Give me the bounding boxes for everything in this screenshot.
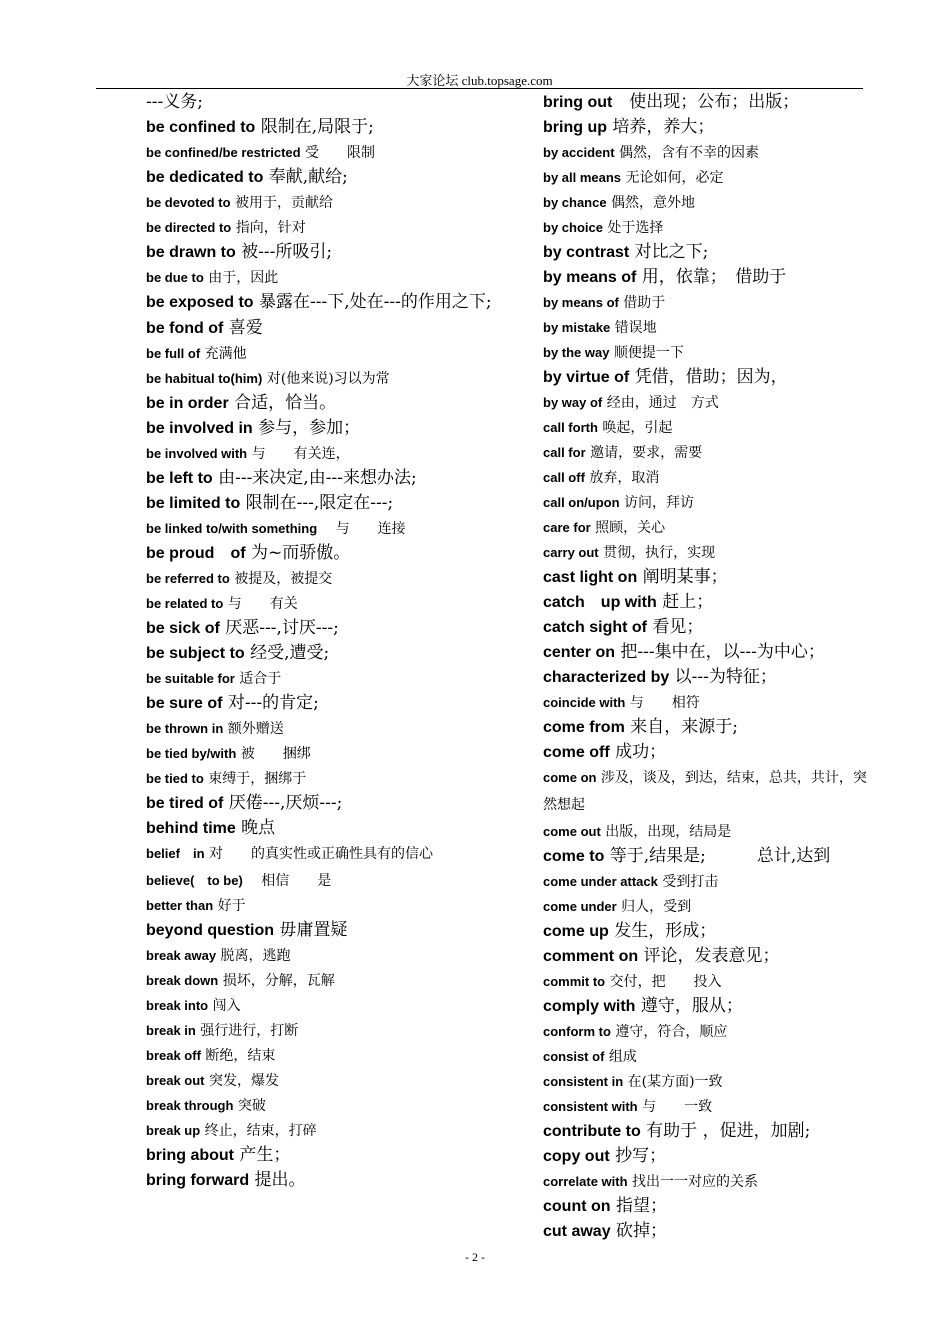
- page-header: 大家论坛 club.topsage.com: [406, 73, 553, 88]
- vocab-entry: [543, 239, 873, 264]
- vocab-definition: 成功；: [609, 742, 667, 762]
- vocab-definition: 被 捆绑: [236, 746, 311, 762]
- vocab-entry: [543, 764, 873, 818]
- vocab-entry: [146, 365, 516, 390]
- vocab-definition: 喜爱: [223, 318, 263, 338]
- vocab-entry: [146, 665, 516, 690]
- vocab-entry: [146, 815, 516, 840]
- vocab-term: break up: [146, 1123, 201, 1138]
- vocab-term: by all means: [543, 170, 622, 185]
- vocab-entry: [543, 739, 873, 764]
- vocab-definition: 由于，因此: [203, 270, 279, 286]
- vocab-entry: [146, 715, 516, 740]
- vocab-definition: 经由，通过 方式: [602, 395, 719, 411]
- vocab-term: call forth: [543, 420, 598, 435]
- vocab-definition: 指向，针对: [231, 220, 306, 236]
- vocab-entry: [543, 1168, 873, 1193]
- vocab-definition: 厌倦---,厌烦---;: [223, 793, 343, 813]
- vocab-term: count on: [543, 1198, 611, 1215]
- vocab-definition: 奉献,献给;: [263, 167, 348, 187]
- vocab-entry: [543, 1068, 873, 1093]
- vocab-term: beyond question: [146, 922, 274, 939]
- vocab-definition: 参与，参加；: [252, 418, 361, 438]
- vocab-definition: 用，依靠； 借助于: [636, 267, 787, 287]
- vocab-term: be exposed to: [146, 294, 254, 311]
- vocab-term: be subject to: [146, 645, 245, 662]
- vocab-definition: 看见；: [647, 617, 704, 637]
- vocab-entry: [543, 1018, 873, 1043]
- vocab-term: by means of: [543, 269, 637, 286]
- vocab-definition: 相信 是: [242, 873, 332, 889]
- vocab-definition: 被提及，被提交: [229, 571, 333, 587]
- vocab-definition: 唤起，引起: [597, 420, 673, 436]
- vocab-entry: [146, 640, 516, 665]
- vocab-definition: 产生；: [233, 1145, 291, 1165]
- vocab-term: correlate with: [543, 1174, 628, 1189]
- vocab-definition: 在(某方面)一致: [623, 1074, 723, 1090]
- vocab-entry: [146, 590, 516, 615]
- vocab-term: be habitual to(him): [146, 371, 263, 386]
- vocab-definition: 合适，恰当。: [228, 393, 337, 413]
- vocab-term: come out: [543, 824, 601, 839]
- vocab-definition: 对---的肯定;: [222, 693, 319, 713]
- vocab-term: come off: [543, 744, 610, 761]
- vocab-term: by virtue of: [543, 369, 630, 386]
- vocab-term: coincide with: [543, 695, 626, 710]
- left-column: [146, 89, 516, 1192]
- vocab-definition: 经受,遭受;: [244, 643, 330, 663]
- vocab-entry: [543, 1043, 873, 1068]
- vocab-term: be in order: [146, 395, 229, 412]
- vocab-definition: 借助于: [618, 295, 666, 311]
- vocab-term: come under attack: [543, 874, 658, 889]
- vocab-term: by mistake: [543, 320, 611, 335]
- vocab-term: cut away: [543, 1223, 611, 1240]
- vocab-definition: 厌恶---,讨厌---;: [219, 618, 339, 638]
- vocab-definition: 束缚于，捆绑于: [203, 771, 307, 787]
- vocab-entry: [543, 314, 873, 339]
- vocab-definition: 被---所吸引;: [235, 242, 333, 262]
- vocab-entry: [146, 289, 516, 315]
- vocab-entry: [146, 390, 516, 415]
- vocab-entry: [146, 615, 516, 640]
- vocab-term: come to: [543, 848, 605, 865]
- vocab-term: by means of: [543, 295, 619, 310]
- vocab-entry: [543, 893, 873, 918]
- vocab-definition: 无论如何，必定: [621, 170, 724, 186]
- vocab-term: come on: [543, 770, 597, 785]
- vocab-term: bring out: [543, 94, 613, 111]
- vocab-definition: 找出一一对应的关系: [627, 1174, 758, 1190]
- vocab-term: be suitable for: [146, 671, 235, 686]
- vocab-definition: 砍掉；: [610, 1221, 667, 1241]
- vocab-entry: [543, 843, 873, 868]
- vocab-term: by chance: [543, 195, 607, 210]
- vocab-term: be left to: [146, 470, 213, 487]
- vocab-term: contribute to: [543, 1123, 641, 1140]
- vocab-term: be directed to: [146, 220, 232, 235]
- vocab-term: break off: [146, 1048, 201, 1063]
- vocab-definition: 阐明某事；: [637, 567, 728, 587]
- vocab-definition: 对(他来说)习以为常: [262, 371, 390, 387]
- vocab-entry: [146, 164, 516, 189]
- vocab-definition: 凭借，借助；因为，: [629, 367, 788, 387]
- vocab-term: by contrast: [543, 244, 630, 261]
- vocab-entry: [543, 489, 873, 514]
- vocab-entry: [146, 114, 516, 139]
- vocab-term: belief in: [146, 846, 205, 861]
- vocab-term: be confined/be restricted: [146, 145, 301, 160]
- vocab-term: bring about: [146, 1147, 234, 1164]
- vocab-entry: [146, 565, 516, 590]
- vocab-term: by accident: [543, 145, 615, 160]
- vocab-entry: [146, 415, 516, 440]
- vocab-entry: [146, 740, 516, 765]
- vocab-entry: [146, 1117, 516, 1142]
- vocab-term: call on/upon: [543, 495, 620, 510]
- vocab-term: consistent with: [543, 1099, 638, 1114]
- vocab-definition: 交付，把 投入: [605, 974, 722, 990]
- vocab-term: break out: [146, 1073, 205, 1088]
- vocab-term: consist of: [543, 1049, 605, 1064]
- vocab-definition: 与 有关: [223, 596, 298, 612]
- vocab-entry: [543, 364, 873, 389]
- vocab-term: believe( to be): [146, 873, 243, 888]
- vocab-term: by the way: [543, 345, 610, 360]
- vocab-entry: [146, 315, 516, 340]
- vocab-definition: 归人，受到: [616, 899, 692, 915]
- vocab-entry: [543, 564, 873, 589]
- vocab-term: be thrown in: [146, 721, 224, 736]
- vocab-definition: 毋庸置疑: [274, 920, 348, 940]
- vocab-definition: ---义务;: [146, 92, 203, 112]
- page-number: - 2 -: [465, 1250, 485, 1264]
- vocab-entry: [543, 414, 873, 439]
- vocab-term: conform to: [543, 1024, 611, 1039]
- vocab-definition: 与 连接: [317, 521, 406, 537]
- vocab-entry: [146, 790, 516, 815]
- vocab-term: break down: [146, 973, 219, 988]
- vocab-entry: [146, 690, 516, 715]
- vocab-definition: 突发，爆发: [204, 1073, 279, 1089]
- vocab-definition: 闯入: [208, 998, 241, 1014]
- vocab-definition: 涉及，谈及，到达，结束，总共，共计，突然想起: [543, 770, 867, 813]
- vocab-entry: [543, 1093, 873, 1118]
- vocab-term: be tied to: [146, 771, 204, 786]
- vocab-term: be tied by/with: [146, 746, 237, 761]
- vocab-entry: [146, 967, 516, 992]
- vocab-entry: [146, 264, 516, 289]
- vocab-entry: [543, 1118, 873, 1143]
- vocab-entry: [543, 639, 873, 664]
- vocab-definition: 暴露在---下,处在---的作用之下;: [253, 292, 492, 312]
- vocab-definition: 把---集中在，以---为中心；: [615, 642, 825, 662]
- vocab-definition: 与 有关连，: [247, 446, 350, 462]
- vocab-term: come under: [543, 899, 617, 914]
- vocab-entry: [146, 139, 516, 164]
- vocab-definition: 访问，拜访: [619, 495, 695, 511]
- vocab-entry: [543, 868, 873, 893]
- vocab-definition: 邀请，要求，需要: [585, 445, 703, 461]
- vocab-term: cast light on: [543, 569, 638, 586]
- vocab-entry: [543, 214, 873, 239]
- vocab-definition: 为~而骄傲。: [245, 543, 351, 563]
- vocab-definition: 限制在,局限于;: [255, 117, 374, 137]
- vocab-entry: [543, 539, 873, 564]
- vocab-definition: 组成: [604, 1049, 637, 1065]
- vocab-definition: 照顾，关心: [590, 520, 666, 536]
- vocab-definition: 处于选择: [602, 220, 664, 236]
- vocab-entry: [146, 1067, 516, 1092]
- vocab-term: comment on: [543, 948, 639, 965]
- vocab-definition: 好于: [213, 898, 246, 914]
- vocab-entry: [543, 689, 873, 714]
- vocab-entry: [146, 892, 516, 917]
- vocab-definition: 贯彻，执行，实现: [598, 545, 716, 561]
- vocab-entry: [146, 89, 516, 114]
- vocab-definition: 终止，结束，打碎: [200, 1123, 317, 1139]
- vocab-definition: 遵守，服从；: [635, 996, 743, 1016]
- vocab-definition: 提出。: [249, 1170, 306, 1190]
- vocab-entry: [146, 917, 516, 942]
- vocab-term: be sick of: [146, 620, 220, 637]
- vocab-definition: 错误地: [610, 320, 657, 336]
- vocab-definition: 使出现；公布；出版；: [612, 92, 800, 112]
- vocab-term: be proud of: [146, 545, 246, 562]
- vocab-entry: [543, 289, 873, 314]
- vocab-definition: 强行进行，打断: [195, 1023, 299, 1039]
- vocab-definition: 适合于: [234, 671, 282, 687]
- vocab-entry: [146, 239, 516, 264]
- vocab-term: be tired of: [146, 795, 224, 812]
- vocab-entry: [543, 139, 873, 164]
- vocab-definition: 额外赠送: [223, 721, 284, 737]
- vocab-definition: 遵守，符合，顺应: [610, 1024, 728, 1040]
- vocab-term: commit to: [543, 974, 606, 989]
- vocab-term: break into: [146, 998, 209, 1013]
- vocab-term: better than: [146, 898, 214, 913]
- vocab-entry: [146, 1167, 516, 1192]
- vocab-term: be sure of: [146, 695, 223, 712]
- vocab-term: by choice: [543, 220, 603, 235]
- vocab-definition: 抄写；: [609, 1146, 667, 1166]
- vocab-entry: [543, 114, 873, 139]
- vocab-entry: [146, 942, 516, 967]
- vocab-entry: [146, 992, 516, 1017]
- vocab-term: consistent in: [543, 1074, 624, 1089]
- vocab-entry: [146, 1042, 516, 1067]
- vocab-definition: 突破: [233, 1098, 266, 1114]
- vocab-definition: 脱离，逃跑: [216, 948, 291, 964]
- vocab-entry: [543, 464, 873, 489]
- vocab-entry: [146, 1092, 516, 1117]
- vocab-term: carry out: [543, 545, 599, 560]
- vocab-term: be involved in: [146, 420, 253, 437]
- vocab-term: characterized by: [543, 669, 670, 686]
- vocab-definition: 等于,结果是; 总计,达到: [604, 846, 831, 866]
- vocab-term: be due to: [146, 270, 204, 285]
- vocab-definition: 受到打击: [657, 874, 719, 890]
- vocab-entry: [146, 540, 516, 565]
- vocab-entry: [146, 1142, 516, 1167]
- vocab-term: be confined to: [146, 119, 256, 136]
- vocab-term: be referred to: [146, 571, 230, 586]
- vocab-entry: [146, 840, 516, 867]
- vocab-entry: [543, 164, 873, 189]
- vocab-term: be involved with: [146, 446, 248, 461]
- vocab-term: bring forward: [146, 1172, 250, 1189]
- vocab-entry: [543, 1193, 873, 1218]
- vocab-definition: 对 的真实性或正确性具有的信心: [204, 846, 433, 862]
- vocab-entry: [543, 993, 873, 1018]
- vocab-definition: 充满他: [200, 346, 247, 362]
- vocab-term: come from: [543, 719, 625, 736]
- vocab-definition: 以---为特征；: [669, 667, 777, 687]
- vocab-definition: 限制在---,限定在---;: [240, 493, 394, 513]
- vocab-definition: 晚点: [235, 818, 276, 838]
- vocab-term: bring up: [543, 119, 607, 136]
- vocab-entry: [146, 465, 516, 490]
- vocab-definition: 赶上；: [656, 592, 714, 612]
- vocab-definition: 断绝，结束: [200, 1048, 276, 1064]
- vocab-term: call for: [543, 445, 586, 460]
- vocab-term: break in: [146, 1023, 196, 1038]
- vocab-term: comply with: [543, 998, 636, 1015]
- vocab-term: behind time: [146, 820, 236, 837]
- vocab-entry: [146, 1017, 516, 1042]
- vocab-term: be limited to: [146, 495, 241, 512]
- vocab-term: be devoted to: [146, 195, 231, 210]
- vocab-definition: 有助于 ，促进，加剧;: [640, 1121, 811, 1141]
- vocab-entry: [146, 765, 516, 790]
- vocab-term: be related to: [146, 596, 224, 611]
- vocab-definition: 被用于，贡献给: [230, 195, 333, 211]
- right-column: [543, 89, 873, 1243]
- vocab-term: be full of: [146, 346, 201, 361]
- vocab-entry: [543, 1218, 873, 1243]
- vocab-entry: [543, 943, 873, 968]
- vocab-definition: 损坏，分解，瓦解: [218, 973, 335, 989]
- vocab-term: call off: [543, 470, 585, 485]
- vocab-term: be dedicated to: [146, 169, 264, 186]
- vocab-definition: 指望；: [610, 1196, 667, 1216]
- vocab-entry: [146, 867, 516, 892]
- vocab-term: come up: [543, 923, 609, 940]
- vocab-term: break through: [146, 1098, 234, 1113]
- vocab-term: by way of: [543, 395, 603, 410]
- vocab-entry: [146, 515, 516, 540]
- vocab-entry: [543, 264, 873, 289]
- vocab-entry: [146, 490, 516, 515]
- vocab-definition: 偶然，含有不幸的因素: [614, 145, 759, 161]
- vocab-definition: 培养，养大；: [606, 117, 715, 137]
- vocab-definition: 评论，发表意见；: [638, 946, 780, 966]
- vocab-definition: 受 限制: [300, 145, 376, 161]
- vocab-entry: [543, 439, 873, 464]
- vocab-definition: 发生，形成；: [608, 921, 717, 941]
- vocab-definition: 对比之下;: [629, 242, 709, 262]
- vocab-definition: 放弃，取消: [584, 470, 660, 486]
- vocab-definition: 与 一致: [637, 1099, 713, 1115]
- vocab-entry: [543, 589, 873, 614]
- vocab-definition: 出版，出现，结局是: [600, 824, 732, 840]
- vocab-term: be drawn to: [146, 244, 236, 261]
- vocab-entry: [543, 968, 873, 993]
- vocab-term: catch sight of: [543, 619, 648, 636]
- vocab-entry: [146, 189, 516, 214]
- vocab-definition: 顺便提一下: [609, 345, 684, 361]
- vocab-term: copy out: [543, 1148, 610, 1165]
- vocab-term: center on: [543, 644, 616, 661]
- vocab-entry: [543, 918, 873, 943]
- vocab-entry: [146, 340, 516, 365]
- vocab-term: catch up with: [543, 594, 657, 611]
- vocab-entry: [543, 714, 873, 739]
- vocab-definition: 偶然，意外地: [606, 195, 696, 211]
- vocab-term: be linked to/with something: [146, 521, 318, 536]
- vocab-entry: [543, 389, 873, 414]
- vocab-entry: [543, 514, 873, 539]
- vocab-definition: 由---来决定,由---来想办法;: [212, 468, 417, 488]
- vocab-entry: [543, 339, 873, 364]
- vocab-entry: [543, 818, 873, 843]
- vocab-term: care for: [543, 520, 591, 535]
- vocab-term: be fond of: [146, 320, 224, 337]
- vocab-entry: [146, 440, 516, 465]
- vocab-definition: 来自，来源于;: [624, 717, 738, 737]
- vocab-entry: [543, 1143, 873, 1168]
- vocab-entry: [146, 214, 516, 239]
- vocab-entry: [543, 614, 873, 639]
- vocab-entry: [543, 89, 873, 114]
- vocab-entry: [543, 664, 873, 689]
- vocab-term: break away: [146, 948, 217, 963]
- vocab-definition: 与 相符: [625, 695, 700, 711]
- vocab-entry: [543, 189, 873, 214]
